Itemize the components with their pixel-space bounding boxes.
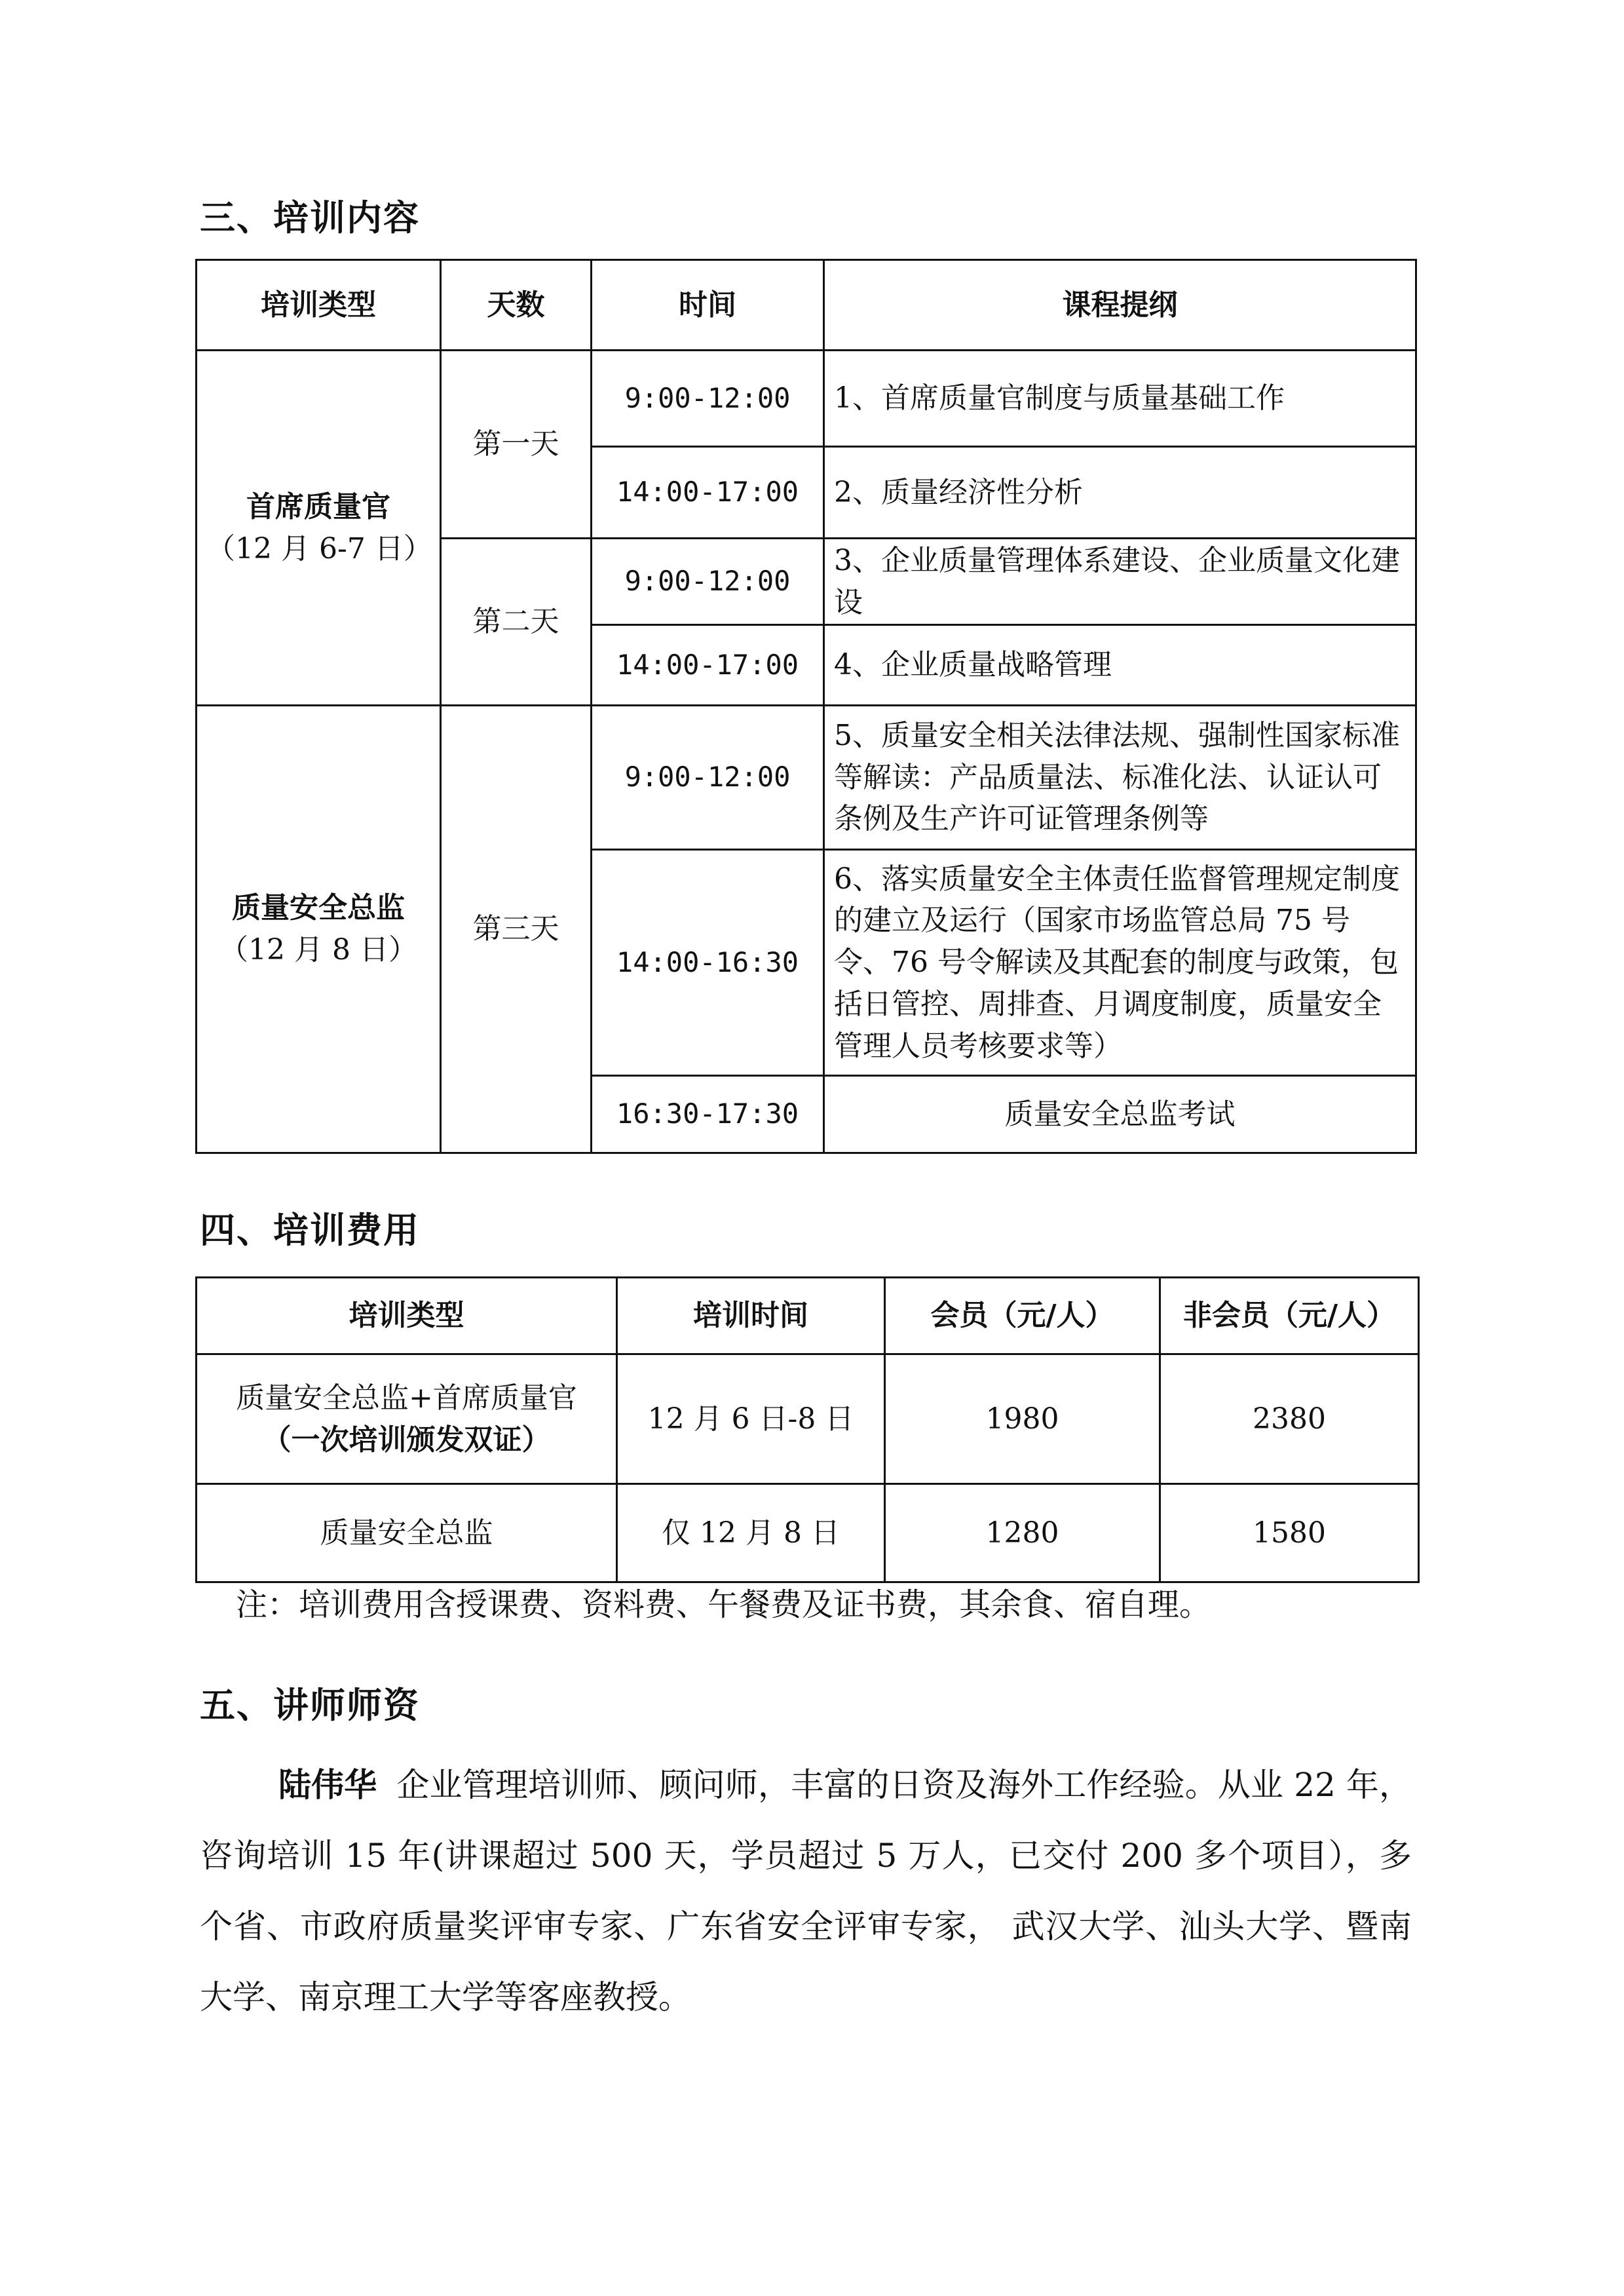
section3-heading: 三、培训内容 [200,197,420,239]
fee-header-type: 培训类型 [197,1278,617,1354]
group2-cell [197,706,441,1153]
fee-row1-type: 质量安全总监+首席质量官 [236,1381,577,1415]
fee-row [197,1354,1419,1484]
lecturer-name: 陆伟华 [278,1766,377,1804]
header-type: 培训类型 [197,260,441,351]
row3-outline: 3、企业质量管理体系建设、企业质量文化建设 [824,539,1416,625]
row5-outline: 5、质量安全相关法律法规、强制性国家标准等解读：产品质量法、标准化法、认证认可条例及生产许可证管理条例等 [824,706,1416,850]
fee-row [197,1484,1419,1582]
section5-heading: 五、讲师师资 [200,1685,420,1726]
lecturer-bio [200,1750,1412,2033]
fee-header-row [197,1278,1419,1354]
fee-header-non-member: 非会员（元/人） [1160,1278,1419,1354]
group1-type: 首席质量官 [246,489,390,524]
header-days: 天数 [441,260,592,351]
row7-outline: 质量安全总监考试 [824,1076,1416,1153]
training-fee-table [195,1276,1420,1583]
row1-outline: 1、首席质量官制度与质量基础工作 [824,351,1416,447]
day-2: 第二天 [441,539,592,706]
table-row [197,351,1416,447]
fee-header-time: 培训时间 [617,1278,885,1354]
row4-outline: 4、企业质量战略管理 [824,625,1416,706]
day-3: 第三天 [441,706,592,1153]
table-header-row [197,260,1416,351]
training-content-table [195,259,1417,1154]
fee-row2-member: 1280 [885,1484,1160,1582]
header-outline: 课程提纲 [824,260,1416,351]
fee-header-member: 会员（元/人） [885,1278,1160,1354]
row2-time: 14:00-17:00 [592,447,824,539]
group2-date: （12 月 8 日） [219,933,417,966]
row3-time: 9:00-12:00 [592,539,824,625]
lecturer-bio-text: 企业管理培训师、顾问师，丰富的日资及海外工作经验。从业 22 年，咨询培训 15 年(讲课超过 500 天，学员超过 5 万人，已交付 200 多个项目），多个省、市政府质量奖评审专家、广东省安全评审专家， 武汉大学、汕头大学、暨南大学、南京理工大学等客座教授。 [200,1766,1412,2016]
row7-time: 16:30-17:30 [592,1076,824,1153]
fee-row1-non-member: 2380 [1160,1354,1419,1484]
row4-time: 14:00-17:00 [592,625,824,706]
row6-outline: 6、落实质量安全主体责任监督管理规定制度的建立及运行（国家市场监管总局 75 号令、76 号令解读及其配套的制度与政策，包括日管控、周排查、月调度制度，质量安全管理人员考核要求等） [824,850,1416,1076]
group1-cell [197,351,441,706]
row6-time: 14:00-16:30 [592,850,824,1076]
fee-row1-time: 12 月 6 日-8 日 [617,1354,885,1484]
row1-time: 9:00-12:00 [592,351,824,447]
fee-row2-type: 质量安全总监 [197,1484,617,1582]
section4-heading: 四、培训费用 [200,1210,420,1251]
row5-time: 9:00-12:00 [592,706,824,850]
group2-type: 质量安全总监 [232,891,405,925]
fee-row1-type-sub: （一次培训颁发双证） [262,1423,551,1457]
row2-outline: 2、质量经济性分析 [824,447,1416,539]
group1-date: （12 月 6-7 日） [206,531,432,565]
fee-row1-member: 1980 [885,1354,1160,1484]
fee-row1-type-cell [197,1354,617,1484]
day-1: 第一天 [441,351,592,539]
fee-row2-time: 仅 12 月 8 日 [617,1484,885,1582]
table-row [197,706,1416,850]
fee-note: 注：培训费用含授课费、资料费、午餐费及证书费，其余食、宿自理。 [236,1586,1211,1623]
header-time: 时间 [592,260,824,351]
fee-row2-non-member: 1580 [1160,1484,1419,1582]
